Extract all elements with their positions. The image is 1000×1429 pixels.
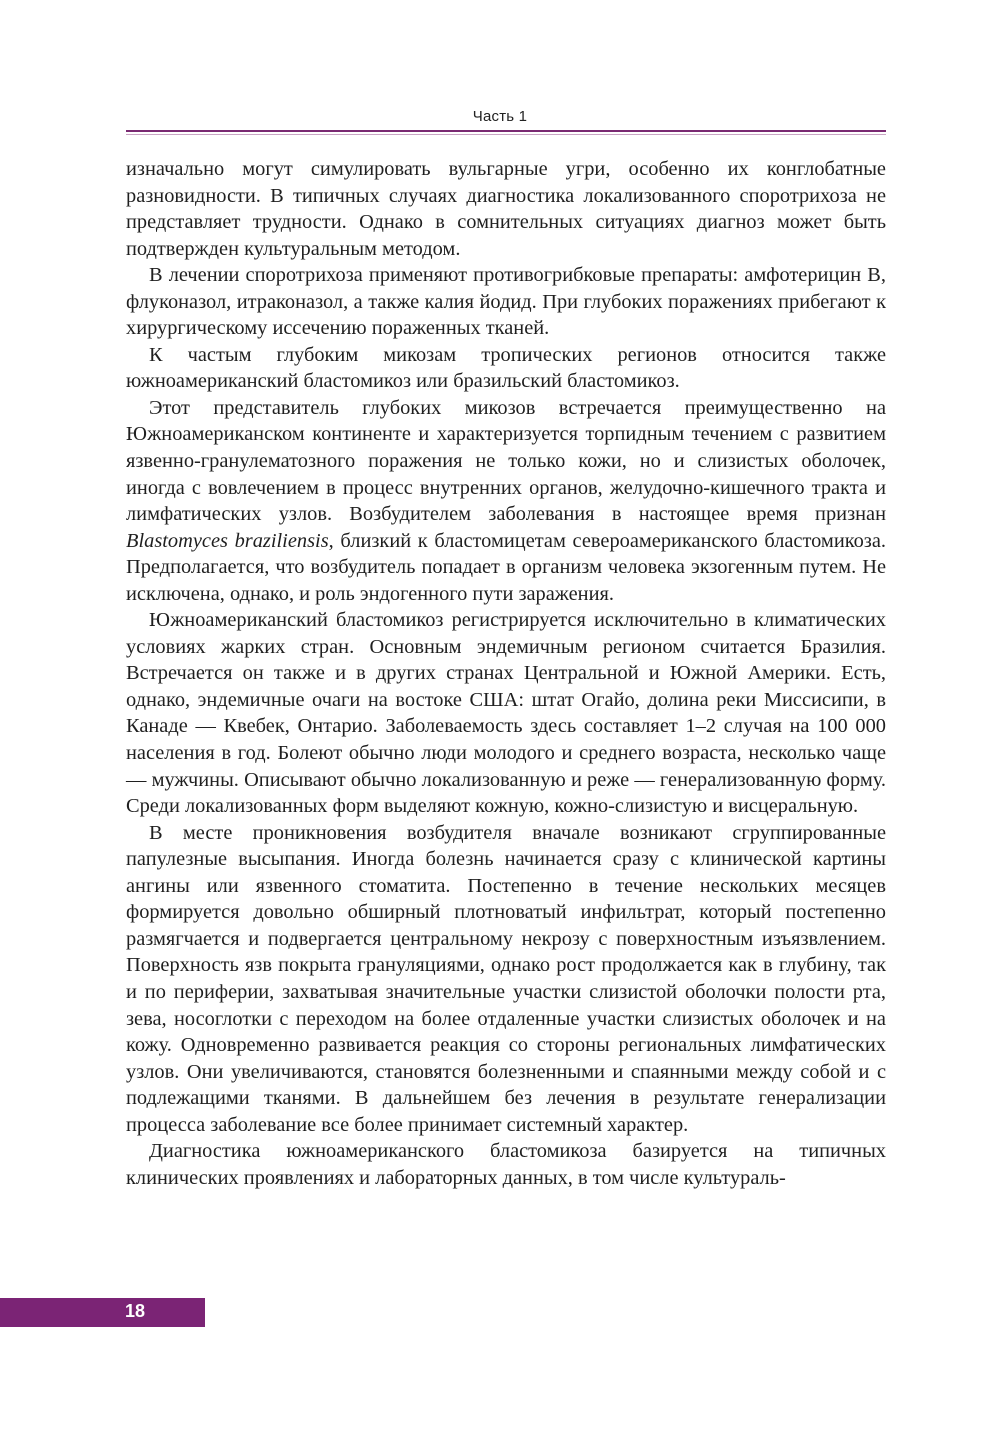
paragraph-7: Диагностика южноамериканского бластомикоза базируется на типичных клинических проявлениях и лабораторных данных, в том числе культураль- xyxy=(126,1140,886,1189)
paragraph-2: В лечении споротрихоза применяют противогрибковые препараты: амфотерицин B, флуконазол, итраконазол, а также калия йодид. При глубоких поражениях прибегают к хирургическому иссечению пораженных тканей. xyxy=(126,264,886,340)
paragraph-6: В месте проникновения возбудителя вначале возникают сгруппированные папулезные высыпания. Иногда болезнь начинается сразу с клинической картины ангины или язвенного стоматита. Постепенно в течение нескольких месяцев формируется довольно обширный плотноватый инфильтрат, который постепенно размягчается и подвергается центральному некрозу с поверхностным изъязвлением. Поверхность язв покрыта грануляциями, однако рост продолжается как в глубину, так и по периферии, захватывая значительные участки слизистой оболочки полости рта, зева, носоглотки с переходом на более отдаленные участки слизистых оболочек и на кожу. Одновременно развивается реакция со стороны региональных лимфатических узлов. Они увеличиваются, становятся болезненными и спаянными между собой и с подлежащими тканями. В дальнейшем без лечения в результате генерализации процесса заболевание все более принимает системный характер. xyxy=(126,821,886,1136)
paragraph-4 xyxy=(126,395,886,607)
body-text xyxy=(126,156,886,1191)
species-name: Blastomyces braziliensis xyxy=(126,529,329,552)
header-rule xyxy=(126,130,886,132)
running-head: Часть 1 xyxy=(472,108,528,125)
page-number: 18 xyxy=(125,1301,146,1321)
paragraph-4-part-2: , близкий к бластомицетам североамериканского бластомикоза. Предполагается, что возбудитель попадает в организм человека экзогенным путем. Не исключена, однако, и роль эндогенного пути заражения. xyxy=(126,529,887,605)
paragraph-1: изначально могут симулировать вульгарные угри, особенно их конглобатные разновидности. В типичных случаях диагностика локализованного споротрихоза не представляет трудности. Однако в сомнительных ситуациях диагноз может быть подтвержден культуральным методом. xyxy=(126,158,886,260)
header-rule-thin xyxy=(126,134,886,135)
paragraph-4-part-1: Этот представитель глубоких микозов встречается преимущественно на Южноамериканском континенте и характеризуется торпидным течением с развитием язвенно-гранулематозного поражения не только кожи, но и слизистых оболочек, иногда с вовлечением в процесс внутренних органов, желудочно-кишечного тракта и лимфатических узлов. Возбудителем заболевания в настоящее время признан xyxy=(126,396,886,526)
paragraph-3: К частым глубоким микозам тропических регионов относится также южноамериканский бластомикоз или бразильский бластомикоз. xyxy=(126,343,886,393)
page-number-bar xyxy=(0,1298,205,1327)
paragraph-5: Южноамериканский бластомикоз регистрируется исключительно в климатических условиях жарких стран. Основным эндемичным регионом считается Бразилия. Встречается он также и в других странах Центральной и Южной Америки. Есть, однако, эндемичные очаги на востоке США: штат Огайо, долина реки Миссисипи, в Канаде — Квебек, Онтарио. Заболеваемость здесь составляет 1–2 случая на 100 000 населения в год. Болеют обычно люди молодого и среднего возраста, несколько чаще — мужчины. Описывают обычно локализованную и реже — генерализованную форму. Среди локализованных форм выделяют кожную, кожно-слизистую и висцеральную. xyxy=(126,609,886,818)
